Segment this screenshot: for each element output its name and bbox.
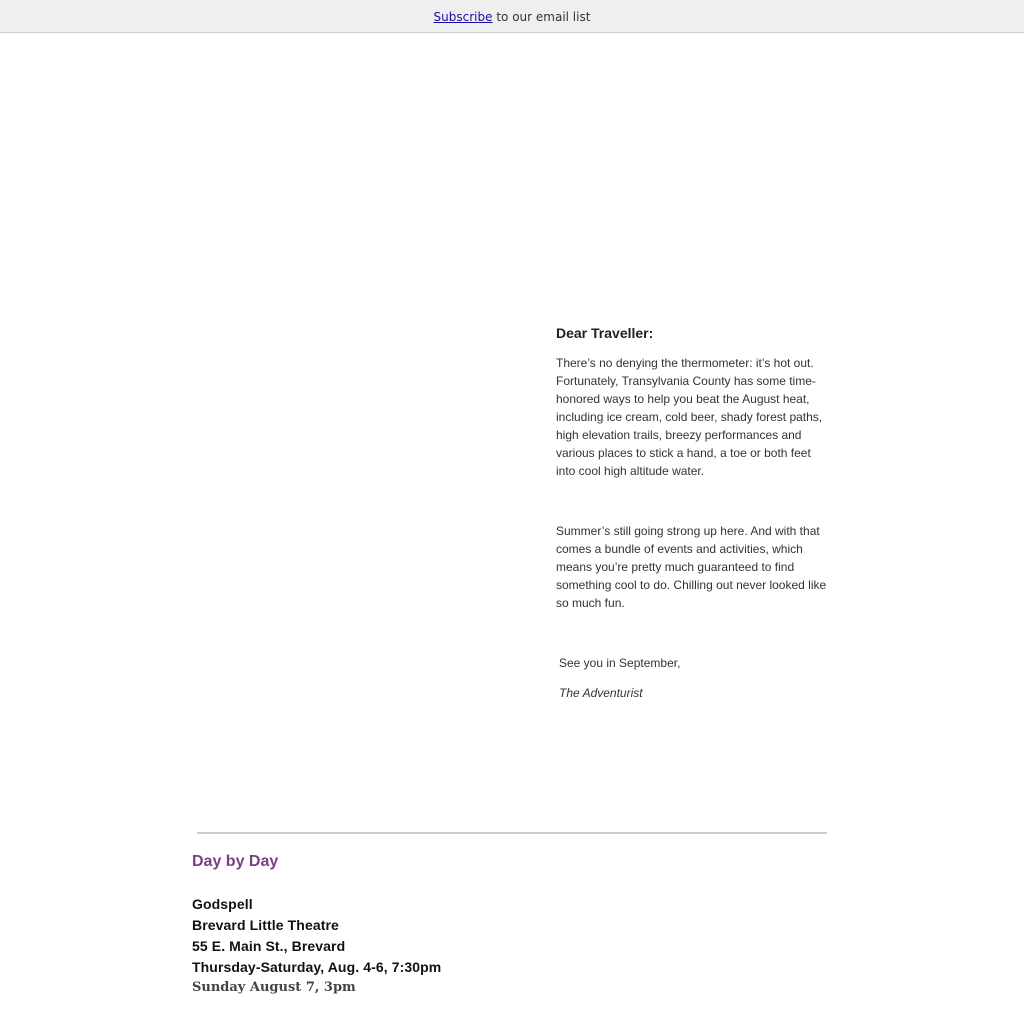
feature-image-placeholder [192,320,532,720]
hero-image-placeholder [192,34,832,314]
section-divider [197,832,827,834]
day-by-day-heading: Day by Day [192,853,279,870]
subscribe-banner [0,0,1024,33]
subscribe-link[interactable]: Subscribe [433,10,493,24]
editor-letter [556,324,832,702]
letter-paragraph-2: Summer’s still going strong up here. And with that comes a bundle of events and activities, which means you’re pretty much guaranteed to find something cool to do. Chilling out never looked like so much fun. [556,524,827,610]
event-venue: Brevard Little Theatre [192,917,339,933]
event-dates: Thursday-Saturday, Aug. 4-6, 7:30pm [192,959,442,975]
letter-paragraph-1: There’s no denying the thermometer: it’s hot out. Fortunately, Transylvania County has some time-honored ways to help you beat the August heat, including ice cream, cold beer, shady forest paths, high elevation trails, breezy performances and various places to stick a hand, a toe or both feet into cool high altitude water. [556,356,823,478]
subscribe-banner-text: to our email list [496,10,591,24]
event-name: Godspell [192,896,253,912]
event-address: 55 E. Main St., Brevard [192,938,346,954]
event-listing [192,894,792,998]
letter-closing: See you in September, [559,656,681,670]
event-extra-date: Sunday August 7, 3pm [192,980,356,995]
letter-greeting: Dear Traveller: [556,325,654,341]
letter-signature: The Adventurist [559,686,643,700]
